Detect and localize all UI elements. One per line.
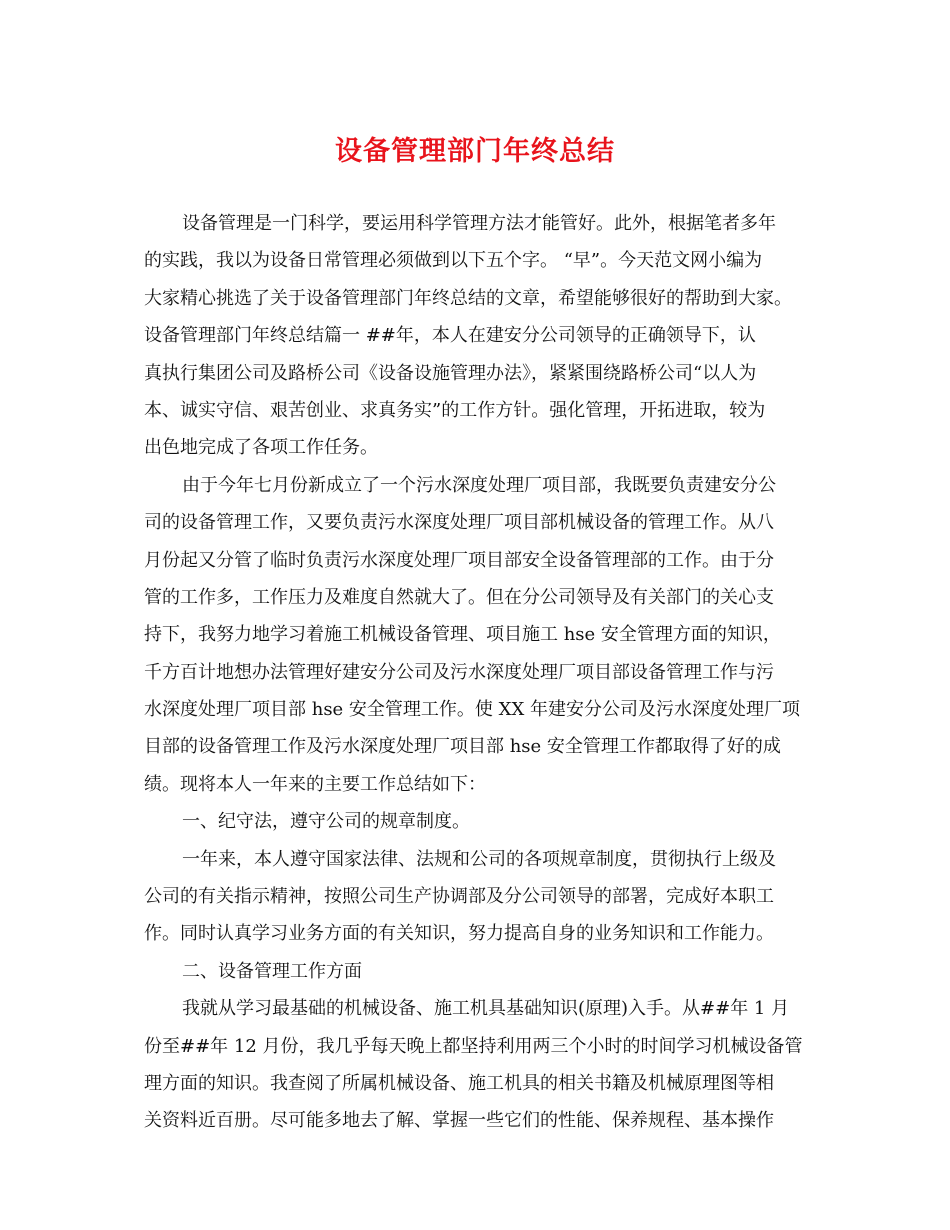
text-line: 目部的设备管理工作及污水深度处理厂项目部 hse 安全管理工作都取得了好的成 [144,736,781,758]
text-line: 一、纪守法，遵守公司的规章制度。 [182,811,470,833]
text-line: 一年来，本人遵守国家法律、法规和公司的各项规章制度，贯彻执行上级及 [182,848,776,870]
text-line: 关资料近百册。尽可能多地去了解、掌握一些它们的性能、保养规程、基本操作 [144,1110,774,1132]
text-line: 公司的有关指示精神，按照公司生产协调部及分公司领导的部署，完成好本职工 [144,886,774,908]
text-line: 份至##年 12 月份，我几乎每天晚上都坚持利用两三个小时的时间学习机械设备管 [144,1035,803,1057]
document-title: 设备管理部门年终总结 [335,136,615,167]
text-line: 设备管理部门年终总结篇一 ##年，本人在建安分公司领导的正确领导下，认 [144,325,756,347]
text-line: 的实践，我以为设备日常管理必须做到以下五个字。 “早”。今天范文网小编为 [144,250,763,272]
text-line: 水深度处理厂项目部 hse 安全管理工作。使 XX 年建安分公司及污水深度处理厂项 [144,699,800,721]
text-line: 出色地完成了各项工作任务。 [144,437,378,459]
text-line: 大家精心挑选了关于设备管理部门年终总结的文章，希望能够很好的帮助到大家。 [144,287,792,309]
text-line: 真执行集团公司及路桥公司《设备设施管理办法》，紧紧围绕路桥公司“以人为 [144,362,757,384]
text-line: 持下，我努力地学习着施工机械设备管理、项目施工 hse 安全管理方面的知识， [144,624,781,646]
document-body [144,205,804,1140]
text-line: 由于今年七月份新成立了一个污水深度处理厂项目部，我既要负责建安分公 [182,474,776,496]
text-line: 本、诚实守信、艰苦创业、求真务实”的工作方针。强化管理，开拓进取，较为 [144,399,766,421]
text-line: 作。同时认真学习业务方面的有关知识，努力提高自身的业务知识和工作能力。 [144,923,774,945]
text-line: 理方面的知识。我查阅了所属机械设备、施工机具的相关书籍及机械原理图等相 [144,1072,774,1094]
text-line: 月份起又分管了临时负责污水深度处理厂项目部安全设备管理部的工作。由于分 [144,549,774,571]
text-line: 管的工作多，工作压力及难度自然就大了。但在分公司领导及有关部门的关心支 [144,586,774,608]
text-line: 我就从学习最基础的机械设备、施工机具基础知识(原理)入手。从##年 1 月 [182,998,790,1020]
text-line: 绩。现将本人一年来的主要工作总结如下： [144,773,486,795]
text-line: 千方百计地想办法管理好建安分公司及污水深度处理厂项目部设备管理工作与污 [144,661,774,683]
text-line: 二、设备管理工作方面 [182,960,362,982]
text-line: 司的设备管理工作，又要负责污水深度处理厂项目部机械设备的管理工作。从八 [144,512,774,534]
text-line: 设备管理是一门科学，要运用科学管理方法才能管好。此外，根据笔者多年 [182,213,776,234]
